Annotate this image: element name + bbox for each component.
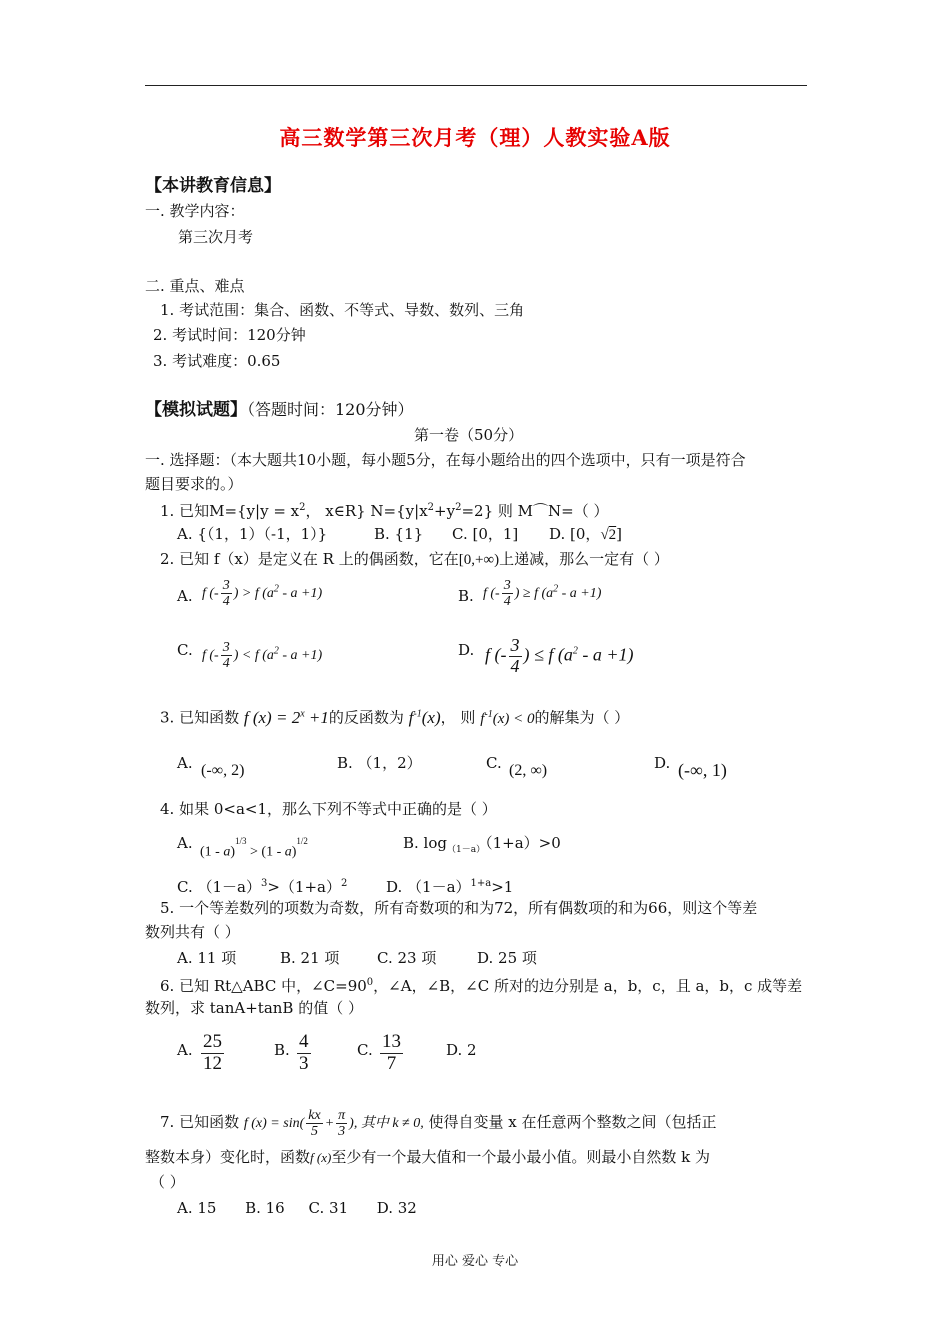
q5-option-d: D. 25 项: [477, 949, 537, 967]
q3-option-a-val: (-∞, 2): [201, 762, 245, 779]
q4-b-pre: B. log: [403, 834, 447, 852]
expr-op: ) < f (a: [233, 648, 274, 664]
num: 3: [503, 578, 511, 593]
q6-option-d: D. 2: [446, 1041, 477, 1059]
sqrt2: √2: [600, 527, 617, 543]
exam-heading-line: [145, 400, 414, 420]
expr-tail: - a +1): [278, 586, 323, 602]
q4-stem: 4. 如果 0<a<1，那么下列不等式中正确的是（ ）: [160, 800, 497, 818]
frac-3-4: [221, 640, 232, 672]
den: 3: [299, 1052, 309, 1074]
frac: [380, 1032, 403, 1075]
frac: [201, 1032, 224, 1075]
q6-stem-1: 6. 已知 Rt△ABC 中，$\angle C=90^0$，∠A，∠B，∠C 所对的边分别是 a，b，c，且 a，b，c 成等差: [160, 977, 803, 995]
q7-stem2-f: f (x): [310, 1150, 332, 1165]
q3-finv: $f^{-1}(x)$: [408, 707, 441, 727]
den: 4: [510, 655, 520, 676]
q3-stem-a: 3. 已知函数: [160, 708, 240, 727]
q2-stem: [160, 549, 669, 570]
q4-c-pre: C. （1－a）: [177, 878, 261, 896]
q3-option-a-label: A.: [177, 754, 193, 772]
num: 3: [510, 635, 520, 655]
q1-option-d-pre: D. [0，: [549, 525, 601, 543]
q4-d-post: >1: [491, 878, 514, 896]
exam-part: 第一卷（50分）: [414, 426, 524, 444]
expr-pre: f (-: [202, 648, 219, 664]
q4-option-c: [177, 874, 347, 897]
q5-option-a: A. 11 项: [177, 949, 237, 967]
expr-op: ) ≥ f (a: [514, 586, 554, 602]
q7-f-tail: ), 其中 k ≠ 0,: [349, 1116, 424, 1132]
info-line-4: 1. 考试范围：集合、函数、不等式、导数、数列、三角: [160, 301, 525, 319]
q6-option-c-label: C.: [357, 1041, 373, 1059]
q3-ineq-f: f: [480, 710, 485, 727]
expr-pre: f (-: [485, 644, 507, 665]
q5-stem-2: 数列共有（ ）: [145, 923, 240, 941]
q1-stem: 1. 已知$M=\{y|y = x^2$， x∈R} $N=\{y|x^2+y^2=2\}$ 则 M⌒N=（ ）: [160, 502, 609, 520]
exam-heading: 【模拟试题】: [145, 400, 247, 420]
frac-pi-3: [336, 1108, 347, 1140]
q2-option-a-label: A.: [177, 587, 193, 605]
info-line-2: 第三次月考: [178, 228, 254, 246]
q3-f1: f (x) = 2: [243, 707, 301, 727]
q3-ineq-tail: (x) < 0: [492, 710, 535, 727]
q2-stem-b: 上递减，那么一定有（ ）: [499, 550, 669, 568]
q1-stem-c: +y: [434, 502, 456, 520]
den: 5: [310, 1124, 318, 1140]
q5-option-b: B. 21 项: [280, 949, 340, 967]
q7-stem-b: 使得自变量 x 在任意两个整数之间（包括正: [428, 1113, 717, 1132]
q1-stem-a: 1. 已知M={y|y = x: [160, 502, 300, 520]
expr-pre: f (-: [483, 586, 500, 602]
q6-option-a-frac: [199, 1032, 226, 1075]
q6-option-c-frac: [378, 1032, 405, 1075]
den: 12: [203, 1052, 222, 1074]
q7-stem-3: （ ）: [150, 1173, 185, 1191]
q5-option-c: C. 23 项: [377, 949, 437, 967]
q4-c-sup2: 2: [340, 878, 348, 889]
q3-stem-d: 的解集为（ ）: [534, 708, 630, 727]
info-line-5: 2. 考试时间：120分钟: [153, 326, 306, 344]
info-line-1: 一. 教学内容：: [145, 202, 245, 220]
q1-option-d-post: ]: [616, 525, 623, 543]
num: 13: [382, 1031, 401, 1052]
q2-option-d-label: D.: [458, 641, 475, 659]
frac-kx-5: [306, 1108, 322, 1140]
q2-option-b-label: B.: [458, 587, 474, 605]
q4-c-mid: >（1+a）: [267, 878, 341, 896]
header-rule: [145, 85, 807, 86]
den: 4: [222, 656, 230, 672]
q3-ineq: $f^{-1}(x) < 0$: [480, 708, 535, 727]
q3-option-d-label: D.: [654, 754, 671, 772]
num: 3: [222, 578, 230, 593]
q4-b-sub: （1－a）: [447, 845, 486, 855]
frac-3-4: [221, 578, 232, 610]
q2-option-b-expr: f (- $\frac{3}{4}$ ) ≥ f $(a^2 - a +1)$: [483, 578, 602, 610]
q4-b-post: （1+a）>0: [485, 834, 561, 852]
den: 3: [338, 1124, 346, 1140]
q6-option-b-frac: [295, 1032, 313, 1075]
q3-f1-tail: +1: [304, 707, 329, 727]
den: 4: [222, 594, 230, 610]
q3-finv-tail: (x): [421, 707, 441, 727]
q6-option-a-label: A.: [177, 1041, 193, 1059]
q2-stem-a: 2. 已知 f（x）是定义在 R 上的偶函数，它在: [160, 550, 459, 568]
q7-stem2-a: 整数本身）变化时，函数: [145, 1148, 311, 1166]
q6-stem1-a: 6. 已知 Rt△ABC 中，∠C=90: [160, 977, 367, 995]
q3-finv-f: f: [408, 707, 414, 727]
q7-options: A. 15 B. 16 C. 31 D. 32: [177, 1199, 417, 1217]
info-line-6: 3. 考试难度：0.65: [153, 352, 281, 370]
q3-option-c-val: (2, ∞): [509, 762, 548, 779]
q1-option-d: [549, 524, 622, 545]
q4-option-d: [386, 874, 513, 897]
q6-stem-2: 数列，求 tanA+tanB 的值（ ）: [145, 999, 363, 1017]
den: 7: [386, 1052, 397, 1074]
expr-op: ) > f (a: [233, 586, 274, 602]
num: 4: [299, 1031, 309, 1052]
q6-option-b-label: B.: [274, 1041, 290, 1059]
frac-3-4: [509, 636, 522, 677]
q4-option-b: [403, 833, 561, 860]
q3-stem: [160, 704, 629, 729]
q5-stem-1: 5. 一个等差数列的项数为奇数，所有奇数项的和为72，所有偶数项的和为66，则这个等差: [160, 899, 758, 917]
frac-3-4: [502, 578, 513, 610]
q1-stem-b: ， x∈R} N={y|x: [305, 502, 428, 520]
q4-d-pre: D. （1－a）: [386, 878, 471, 896]
expr-tail: - a +1): [558, 586, 602, 602]
q2-option-d-expr: f (- $\frac{3}{4}$ ) ≤ f $(a^2 - a +1)$: [485, 635, 634, 676]
q3-f: f $(x) = 2^x +1$: [243, 707, 329, 727]
q2-interval: [0,+∞): [458, 552, 500, 568]
q2-option-c-expr: f (- $\frac{3}{4}$ ) < f $(a^2 - a +1)$: [202, 640, 323, 672]
q6-stem1-b: ，∠A，∠B，∠C 所对的边分别是 a，b，c，且 a，b，c 成等差: [373, 977, 803, 995]
info-line-3: 二. 重点、难点: [145, 277, 245, 295]
q1-option-c: C. [0，1]: [452, 525, 519, 543]
q1-option-b: B. {1}: [374, 525, 424, 543]
expr-op: ) ≤ f (a: [523, 644, 573, 665]
expr-tail: - a +1): [278, 648, 323, 664]
q7-func: f (x) = sin( $\frac{kx}{5}$ + $\frac{\pi}{3}$ ), 其中 k ≠ 0,: [243, 1108, 424, 1140]
q3-option-d-val: (-∞, 1): [678, 760, 727, 780]
page-title: 高三数学第三次月考（理）人教实验A版: [279, 125, 671, 150]
page-footer: 用心 爱心 专心: [431, 1254, 519, 1269]
num: π: [338, 1108, 346, 1123]
exam-intro-2: 题目要求的。）: [145, 475, 243, 493]
expr-pre: f (-: [202, 586, 219, 602]
q2-option-c-label: C.: [177, 641, 193, 659]
q4-d-sup: 1+a: [470, 878, 492, 889]
q1-stem-d: =2} 则 M⌒N=（ ）: [461, 502, 609, 520]
expr-tail: - a +1): [577, 644, 634, 665]
q7-stem-a: 7. 已知函数: [160, 1113, 240, 1132]
q3-option-b: B. （1，2）: [337, 754, 422, 772]
exam-intro-1: 一. 选择题：（本大题共10小题，每小题5分，在每小题给出的四个选项中，只有一项是符合: [145, 451, 746, 469]
num: 25: [203, 1031, 222, 1052]
q1-option-a: A. {（1，1）（-1，1）}: [177, 525, 328, 543]
q7-stem-1: [160, 1108, 717, 1140]
q7-stem-2: [145, 1147, 710, 1168]
den: 4: [503, 594, 511, 610]
frac: [297, 1032, 311, 1075]
exam-time: （答题时间：120分钟）: [247, 400, 414, 419]
q3-stem-b: 的反函数为: [328, 708, 404, 727]
q4-option-a-label: A.: [177, 834, 193, 852]
q3-stem-c: ， 则: [440, 708, 476, 727]
q7-stem2-b: 至少有一个最大值和一个最小最小值。则最小自然数 k 为: [331, 1148, 710, 1166]
num: 3: [222, 640, 230, 655]
q4-c-sup1: 3: [260, 878, 268, 889]
q3-option-c-label: C.: [486, 754, 502, 772]
q2-option-a-expr: f (- $\frac{3}{4}$ ) > f $(a^2 - a +1)$: [202, 578, 323, 610]
q4-option-a-expr: (1 - a)$^{1/3}$ > (1 - a)$^{1/2}$: [200, 836, 308, 860]
info-heading: 【本讲教育信息】: [145, 176, 281, 196]
num: kx: [308, 1108, 321, 1123]
q7-f: f (x) = sin(: [243, 1116, 305, 1132]
